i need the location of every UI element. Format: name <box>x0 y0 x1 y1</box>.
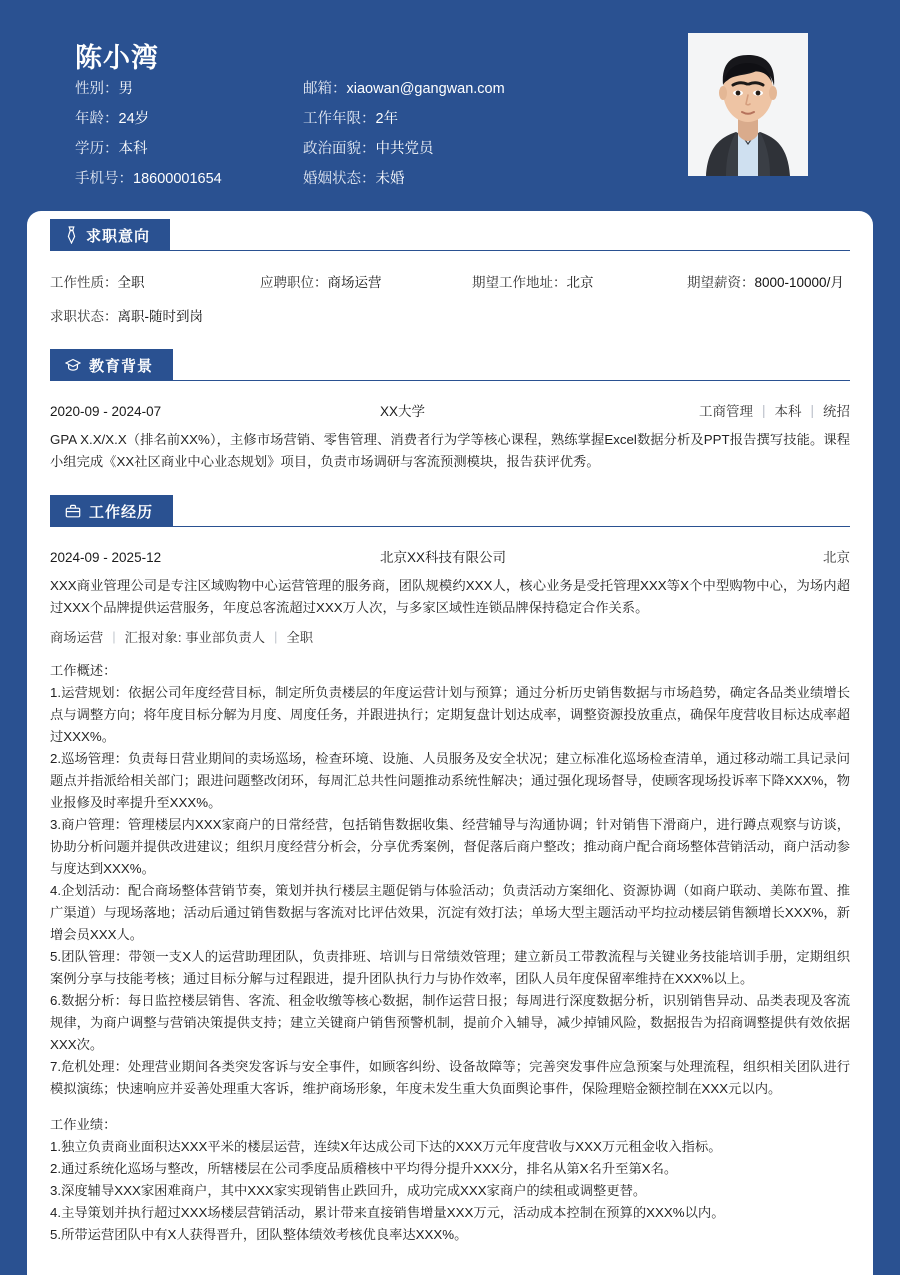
work-duty-item: 5.团队管理：带领一支X人的运营助理团队，负责排班、培训与日常绩效管理；建立新员工带教流程与关键业务技能培训手册，定期组织案例分享与技能考核；通过目标分解与过程跟进，提升团队执行力与协作效率，团队人员年度保留率维持在XXX%以上。 <box>50 949 850 986</box>
resume-card <box>27 211 873 1275</box>
field-target-position-label: 应聘职位： <box>260 275 328 290</box>
education-admission-type: 统招 <box>823 404 850 419</box>
info-political-status-label: 政治面貌： <box>303 141 376 157</box>
education-degree: 本科 <box>774 404 802 419</box>
info-degree-value: 本科 <box>118 141 148 157</box>
info-marital-status-value: 未婚 <box>375 171 405 187</box>
field-job-type-value: 全职 <box>117 275 145 290</box>
work-date-range: 2024-09 - 2025-12 <box>50 550 162 565</box>
work-company-description: XXX商业管理公司是专注区域购物中心运营管理的服务商，团队规模约XXX人，核心业务是受托管理XXX等X个中型购物中心，为场内超过XXX个品牌提供运营服务，年度总客流超过XXX万人次，与多家区域性连锁品牌保持稳定合作关系。 <box>50 578 850 615</box>
section-tab-work-experience <box>50 495 173 527</box>
section-header-education <box>27 341 873 387</box>
work-job-title: 商场运营 <box>50 630 104 645</box>
job-intention-row-1 <box>50 271 850 291</box>
page-title: 陈小湾 <box>75 43 159 73</box>
section-tab-education <box>50 349 173 381</box>
resume-header <box>0 0 900 211</box>
meta-separator: | <box>761 402 766 418</box>
info-experience-years-label: 工作年限： <box>303 111 376 127</box>
info-age-label: 年龄： <box>75 111 119 127</box>
info-phone-label: 手机号： <box>75 171 133 187</box>
work-duties-title: 工作概述： <box>50 663 117 678</box>
work-duty-item: 2.巡场管理：负责每日营业期间的卖场巡场，检查环境、设施、人员服务及安全状况；建立标准化巡场检查清单，通过移动端工具记录问题点并指派给相关部门；跟进问题整改闭环，每周汇总共性问题推动系统性解决；通过强化现场督导，使顾客现场投诉率下降XXX%，物业报修及时率提升至XXX%。 <box>50 751 850 810</box>
info-political-status <box>303 140 505 158</box>
work-role-tags <box>50 627 850 646</box>
work-result-item: 1.独立负责商业面积达XXX平米的楼层运营，连续X年达成公司下达的XXX万元年度营收与XXX万元租金收入指标。 <box>50 1139 722 1154</box>
info-marital-status-label: 婚姻状态： <box>303 171 376 187</box>
info-political-status-value: 中共党员 <box>375 141 434 157</box>
work-duty-item: 7.危机处理：处理营业期间各类突发客诉与安全事件，如顾客纠纷、设备故障等；完善突发事件应急预案与处理流程，组织相关团队进行模拟演练；快速响应并妥善处理重大客诉，维护商场形象，年度未发生重大负面舆论事件，保险理赔金额控制在XXX元以内。 <box>50 1059 850 1096</box>
education-description: GPA X.X/X.X（排名前XX%），主修市场营销、零售管理、消费者行为学等核心课程，熟练掌握Excel数据分析及PPT报告撰写技能。课程小组完成《XX社区商业中心业态规划》项目，负责市场调研与客流预测模块，报告获评优秀。 <box>50 432 850 469</box>
info-experience-years-value: 2年 <box>375 111 399 127</box>
work-entry <box>50 546 850 1246</box>
info-gender-value: 男 <box>118 81 133 97</box>
section-title-job-intention: 求职意向 <box>86 227 151 245</box>
section-rule-work-experience <box>50 526 850 527</box>
work-result-item: 2.通过系统化巡场与整改，所辖楼层在公司季度品质稽核中平均得分提升XXX分，排名从第X名升至第X名。 <box>50 1161 678 1176</box>
work-result-item: 3.深度辅导XXX家困难商户，其中XXX家实现销售止跌回升，成功完成XXX家商户的续租或调整更替。 <box>50 1183 647 1198</box>
education-major: 工商管理 <box>698 404 753 419</box>
field-job-type-label: 工作性质： <box>50 275 118 290</box>
info-phone <box>75 170 303 188</box>
section-body-job-intention <box>27 271 873 325</box>
section-education <box>27 341 873 487</box>
work-results-list <box>50 1136 850 1246</box>
field-job-status-label: 求职状态： <box>50 309 118 324</box>
work-company-name: 北京XX科技有限公司 <box>380 550 507 565</box>
info-gender-label: 性别： <box>75 81 119 97</box>
work-result-item: 5.所带运营团队中有X人获得晋升，团队整体绩效考核优良率达XXX%。 <box>50 1227 468 1242</box>
education-entry <box>50 400 850 473</box>
section-body-work-experience <box>27 546 873 1246</box>
field-target-position <box>260 271 472 291</box>
work-duties-list <box>50 682 850 1100</box>
work-report-to: 汇报对象: 事业部负责人 <box>124 630 266 645</box>
work-employment-type: 全职 <box>286 630 314 645</box>
tag-separator: | <box>274 629 278 644</box>
info-email <box>303 80 505 98</box>
work-duty-item: 3.商户管理：管理楼层内XXX家商户的日常经营，包括销售数据收集、经营辅导与沟通协调；针对销售下滑商户，进行蹲点观察与访谈，协助分析问题并提供改进建议；组织月度经营分析会，分享优秀案例，督促落后商户整改；推动商户配合商场整体营销活动，商户活动参与度达到XXX%。 <box>50 817 850 876</box>
section-work-experience <box>27 487 873 1246</box>
education-meta <box>699 400 850 420</box>
avatar <box>688 33 808 176</box>
section-tab-job-intention <box>50 219 170 251</box>
info-marital-status <box>303 170 505 188</box>
education-entry-header <box>50 400 850 420</box>
section-header-job-intention <box>27 211 873 257</box>
info-gender <box>75 80 303 98</box>
section-title-work-experience: 工作经历 <box>89 503 154 521</box>
field-expected-location-value: 北京 <box>566 275 594 290</box>
personal-info-grid <box>75 80 505 188</box>
work-location: 北京 <box>823 550 850 565</box>
field-job-type <box>50 271 260 291</box>
work-duty-item: 6.数据分析：每日监控楼层销售、客流、租金收缴等核心数据，制作运营日报；每周进行深度数据分析，识别销售异动、品类表现及客流规律，为商户调整与营销决策提供支持；建立关键商户销售预警机制，提前介入辅导，减少掉铺风险，数据报告为招商调整提供有效依据XXX次。 <box>50 993 850 1052</box>
field-expected-salary <box>687 271 844 291</box>
education-school-name: XX大学 <box>380 404 426 419</box>
info-degree <box>75 140 303 158</box>
tag-separator: | <box>112 629 116 644</box>
meta-separator: | <box>810 402 814 418</box>
work-duty-item: 4.企划活动：配合商场整体营销节奏，策划并执行楼层主题促销与体验活动；负责活动方案细化、资源协调（如商户联动、美陈布置、推广渠道）与现场落地；活动后通过销售数据与客流对比评估效果，沉淀有效打法；单场大型主题活动平均拉动楼层销售额增长XXX%，新增会员XXX人。 <box>50 883 850 942</box>
section-title-education: 教育背景 <box>89 357 154 375</box>
spacer <box>50 473 850 487</box>
section-rule-education <box>50 380 850 381</box>
section-header-work-experience <box>27 487 873 533</box>
work-results-title: 工作业绩： <box>50 1117 117 1132</box>
job-intention-row-2 <box>50 305 850 325</box>
info-email-label: 邮箱： <box>303 81 347 97</box>
necktie-icon <box>65 226 78 244</box>
field-expected-salary-label: 期望薪资： <box>687 275 755 290</box>
field-job-status-value: 离职-随时到岗 <box>117 309 203 324</box>
info-age <box>75 110 303 128</box>
section-body-education <box>27 400 873 487</box>
section-job-intention <box>27 211 873 325</box>
info-degree-label: 学历： <box>75 141 119 157</box>
info-experience-years <box>303 110 505 128</box>
field-target-position-value: 商场运营 <box>327 275 382 290</box>
graduation-cap-icon <box>65 358 81 372</box>
field-expected-salary-value: 8000-10000/月 <box>754 275 844 290</box>
briefcase-icon <box>65 504 81 518</box>
work-duty-item: 1.运营规划：依据公司年度经营目标，制定所负责楼层的年度运营计划与预算；通过分析历史销售数据与市场趋势，确定各品类业绩增长点与调整方向；将年度目标分解为月度、周度任务，并跟进执行；定期复盘计划达成率，调整资源投放重点，确保年度营收目标达成率超过XXX%。 <box>50 685 850 744</box>
field-expected-location-label: 期望工作地址： <box>472 275 567 290</box>
info-phone-value: 18600001654 <box>133 171 222 187</box>
info-email-value: xiaowan@gangwan.com <box>346 81 505 97</box>
work-result-item: 4.主导策划并执行超过XXX场楼层营销活动，累计带来直接销售增量XXX万元，活动成本控制在预算的XXX%以内。 <box>50 1205 725 1220</box>
work-entry-header <box>50 546 850 566</box>
education-date-range: 2020-09 - 2024-07 <box>50 404 162 419</box>
field-job-status <box>50 305 203 325</box>
field-expected-location <box>472 271 687 291</box>
info-age-value: 24岁 <box>118 111 150 127</box>
section-rule-job-intention <box>50 250 850 251</box>
